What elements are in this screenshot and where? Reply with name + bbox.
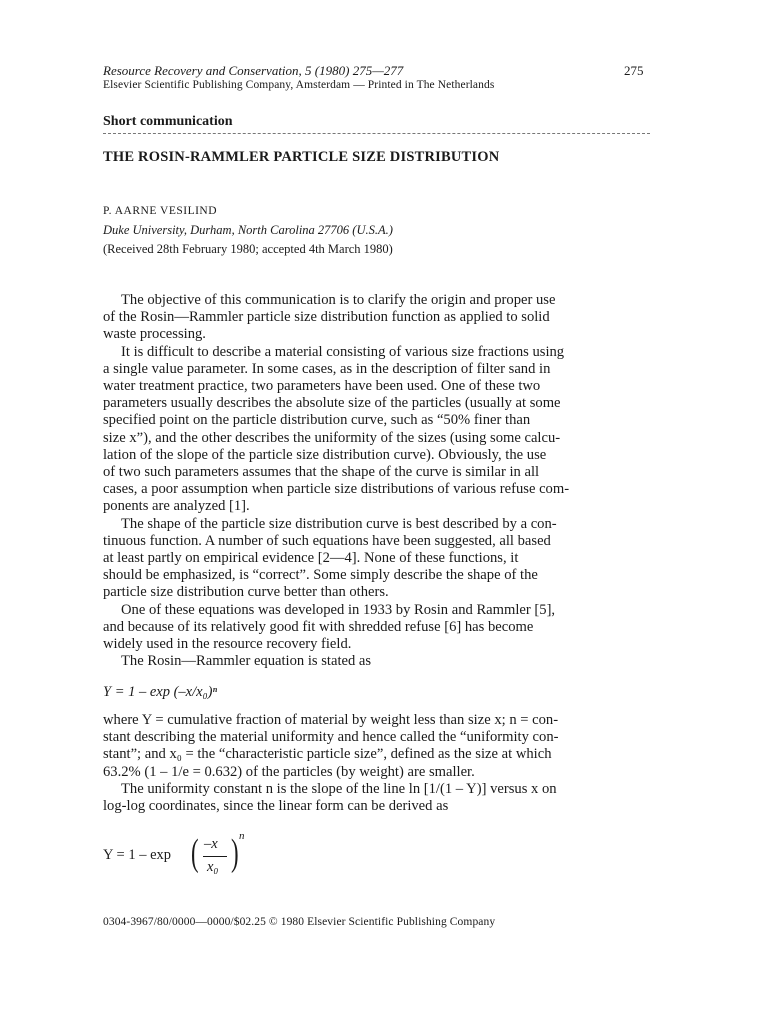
body-line: The uniformity constant n is the slope of the line ln [1/(1 – Y)] versus x on: [121, 780, 557, 797]
body-text-continued: [103, 712, 663, 815]
body-line: widely used in the resource recovery field.: [103, 636, 352, 653]
section-divider: [103, 133, 650, 134]
author-name: P. AARNE VESILIND: [103, 205, 218, 217]
body-line: ponents are analyzed [1].: [103, 498, 250, 515]
body-line: log-log coordinates, since the linear form can be derived as: [103, 798, 449, 815]
body-line: and because of its relatively good fit with shredded refuse [6] has become: [103, 618, 534, 635]
left-paren: (: [191, 832, 199, 874]
body-line: a single value parameter. In some cases, as in the description of filter sand in: [103, 360, 551, 377]
body-line: parameters usually describes the absolute size of the particles (usually at some: [103, 395, 561, 412]
body-line: cases, a poor assumption when particle size distributions of various refuse com-: [103, 481, 570, 498]
right-paren: ): [231, 832, 239, 874]
body-line: of two such parameters assumes that the shape of the curve is similar in all: [103, 464, 540, 481]
body-line: at least partly on empirical evidence [2—4]. None of these functions, it: [103, 550, 519, 567]
body-line: water treatment practice, two parameters have been used. One of these two: [103, 378, 541, 395]
rosin-rammler-equation: Y = 1 – exp (–x/x₀)ⁿ: [103, 684, 218, 700]
publisher-line: Elsevier Scientific Publishing Company, Amsterdam — Printed in The Netherlands: [103, 79, 495, 91]
page-number: 275: [624, 63, 644, 78]
received-dates: (Received 28th February 1980; accepted 4th March 1980): [103, 242, 393, 256]
fraction-bar: [203, 856, 227, 857]
body-line: The objective of this communication is to clarify the origin and proper use: [121, 292, 556, 308]
author-affiliation: Duke University, Durham, North Carolina 27706 (U.S.A.): [103, 223, 393, 237]
body-line: It is difficult to describe a material consisting of various size fractions using: [121, 343, 565, 360]
body-line: waste processing.: [103, 326, 206, 343]
fraction-equation: [103, 830, 303, 880]
equation-numerator: –x: [204, 836, 218, 852]
body-line: should be emphasized, is “correct”. Some simply describe the shape of the: [103, 567, 538, 584]
body-text: [103, 292, 663, 670]
body-line: stant”; and x₀ = the “characteristic particle size”, defined as the size at which: [103, 746, 552, 763]
article-title: THE ROSIN-RAMMLER PARTICLE SIZE DISTRIBUTION: [103, 149, 500, 165]
body-line: specified point on the particle distribution curve, such as “50% finer than: [103, 412, 531, 429]
body-line: particle size distribution curve better than others.: [103, 584, 389, 601]
body-line: of the Rosin—Rammler particle size distribution function as applied to solid: [103, 309, 550, 326]
equation-denominator: x₀: [207, 859, 219, 875]
copyright-footer: 0304-3967/80/0000—0000/$02.25 © 1980 Elsevier Scientific Publishing Company: [103, 916, 496, 928]
body-line: One of these equations was developed in 1933 by Rosin and Rammler [5],: [121, 601, 556, 618]
body-line: The shape of the particle size distribution curve is best described by a con-: [121, 515, 557, 532]
body-line: The Rosin—Rammler equation is stated as: [121, 653, 372, 670]
journal-citation: Resource Recovery and Conservation, 5 (1980) 275—277: [103, 63, 404, 78]
equation-exponent: n: [239, 830, 245, 842]
body-line: size x”), and the other describes the uniformity of the sizes (using some calcu-: [103, 429, 561, 446]
body-line: 63.2% (1 – 1/e = 0.632) of the particles (by weight) are smaller.: [103, 763, 475, 780]
equation-lhs: Y = 1 – exp: [103, 847, 172, 863]
body-line: lation of the slope of the particle size distribution curve). Obviously, the use: [103, 446, 547, 463]
body-line: where Y = cumulative fraction of material by weight less than size x; n = con-: [103, 712, 559, 728]
body-line: tinuous function. A number of such equations have been suggested, all based: [103, 532, 551, 549]
section-label: Short communication: [103, 114, 233, 129]
body-line: stant describing the material uniformity and hence called the “uniformity con-: [103, 729, 559, 746]
